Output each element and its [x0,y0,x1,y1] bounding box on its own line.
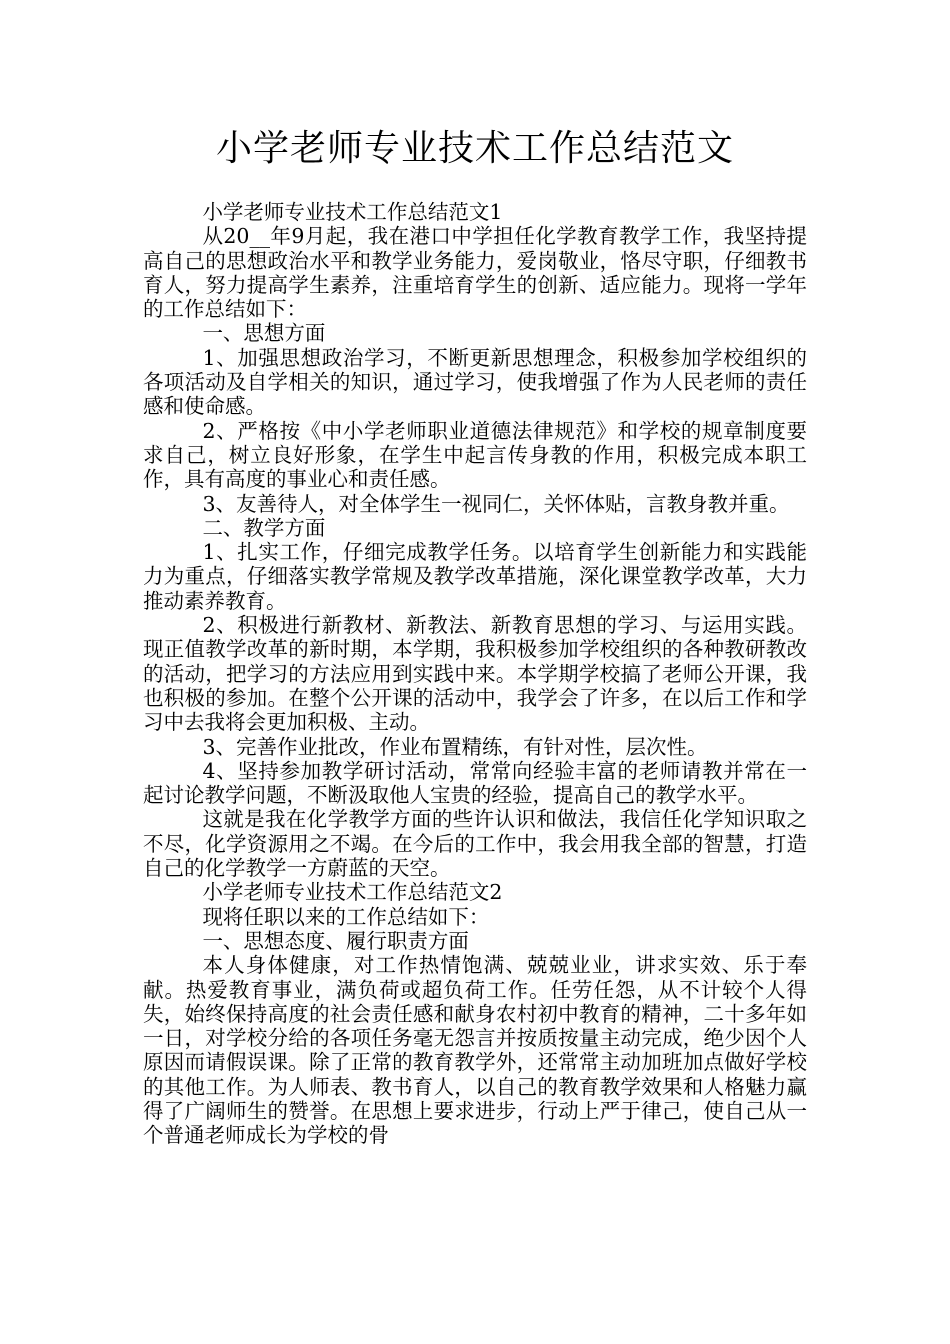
paragraph-conclusion: 这就是我在化学教学方面的些许认识和做法，我信任化学知识取之不尽，化学资源用之不竭。在今后的工作中，我会用我全部的智慧，打造自己的化学教学一方蔚蓝的天空。 [143,807,807,881]
paragraph-item: 3、完善作业批改，作业布置精练，有针对性，层次性。 [202,734,708,759]
paragraph-intro: 现将任职以来的工作总结如下： [202,904,490,929]
paragraph-item: 1、扎实工作，仔细完成教学任务。以培育学生创新能力和实践能力为重点，仔细落实教学常规及教学改革措施，深化课堂教学改革，大力推动素养教育。 [143,540,807,613]
paragraph-heading-1: 小学老师专业技术工作总结范文1 [202,200,503,224]
paragraph-item: 2、积极进行新教材、新教法、新教育思想的学习、与运用实践。现正值教学改革的新时期，本学期，我积极参加学校组织的各种教研教改的活动，把学习的方法应用到实践中来。本学期学校搞了老师公开课，我也积极的参加。在整个公开课的活动中，我学会了许多，在以后工作和学习中去我将会更加积极、主动。 [143,613,807,735]
paragraph-intro: 从20__年9月起，我在港口中学担任化学教育教学工作，我坚持提高自己的思想政治水平和教学业务能力，爱岗敬业，恪尽守职，仔细教书育人，努力提高学生素养，注重培育学生的创新、适应能力。现将一学年的工作总结如下： [143,224,807,322]
section-heading-thought: 一、思想方面 [202,321,326,346]
paragraph-item: 3、友善待人，对全体学生一视同仁，关怀体贴，言教身教并重。 [202,491,790,516]
paragraph-item: 2、严格按《中小学老师职业道德法律规范》和学校的规章制度要求自己，树立良好形象，在学生中起言传身教的作用，积极完成本职工作，具有高度的事业心和责任感。 [143,418,807,492]
paragraph-item: 4、坚持参加教学研讨活动，常常向经验丰富的老师请教并常在一起讨论教学问题，不断汲取他人宝贵的经验，提高自己的教学水平。 [143,758,807,808]
paragraph-body: 本人身体健康，对工作热情饱满、兢兢业业，讲求实效、乐于奉献。热爱教育事业，满负荷或超负荷工作。任劳任怨，从不计较个人得失，始终保持高度的社会责任感和献身农村初中教育的精神，二十多年如一日，对学校分给的各项任务毫无怨言并按质按量主动完成，绝少因个人原因而请假误课。除了正常的教育教学外，还常常主动加班加点做好学校的其他工作。为人师表、教书育人，以自己的教育教学效果和人格魅力赢得了广阔师生的赞誉。在思想上要求进步，行动上严于律己，使自己从一个普通老师成长为学校的骨 [143,953,807,1148]
paragraph-item: 1、加强思想政治学习，不断更新思想理念，积极参加学校组织的各项活动及自学相关的知识，通过学习，使我增强了作为人民老师的责任感和使命感。 [143,345,807,419]
document-title: 小学老师专业技术工作总结范文 [215,128,734,169]
section-heading-teaching: 二、教学方面 [202,515,326,540]
section-heading-attitude: 一、思想态度、履行职责方面 [202,928,469,953]
document-body [143,200,807,1148]
paragraph-heading-2: 小学老师专业技术工作总结范文2 [202,880,503,905]
